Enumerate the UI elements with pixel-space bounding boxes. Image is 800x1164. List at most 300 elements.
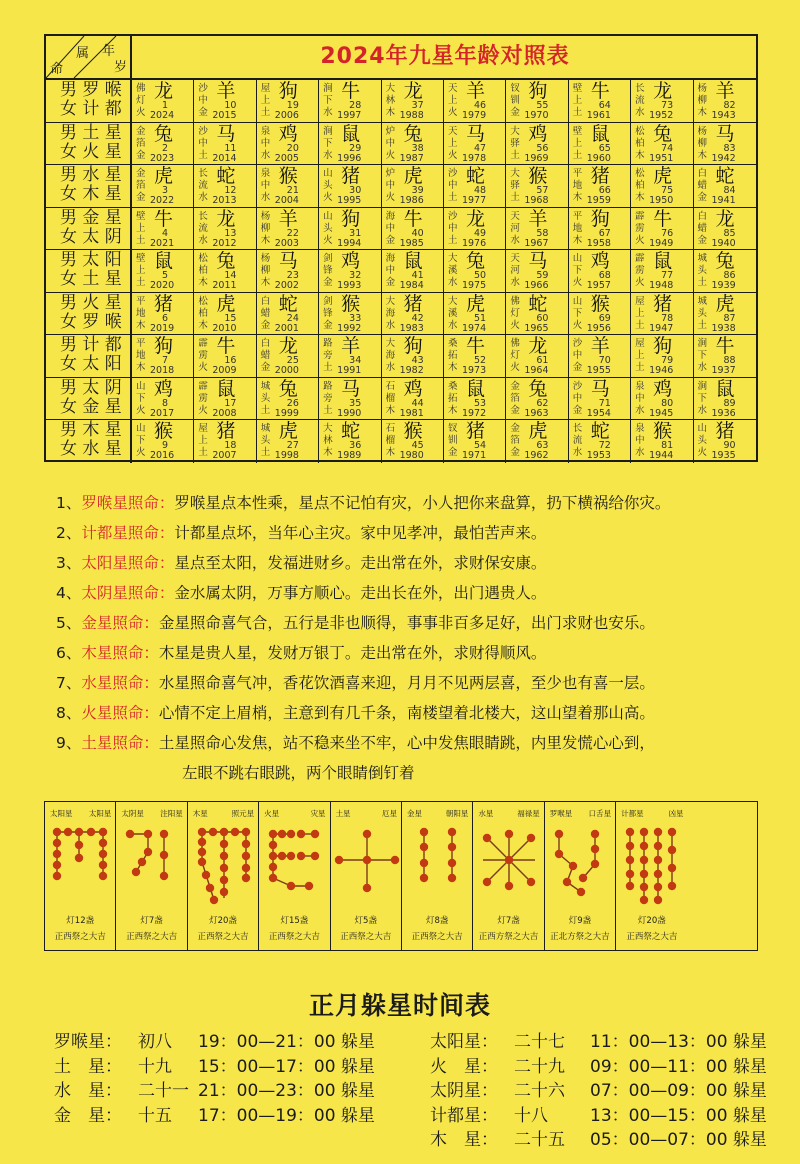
note-text: 土星照命心发焦，站不稳来坐不牢，心中发焦眼睛跳，内里发慌心心到， xyxy=(158,734,655,752)
table-cell xyxy=(506,80,568,122)
cell-year: 1969 xyxy=(524,152,549,164)
note-key: 计都星照命： xyxy=(81,524,175,542)
diagram-star-alias: 厄星 xyxy=(381,809,397,818)
cell-zodiac: 牛 xyxy=(403,207,423,230)
time-row xyxy=(430,1055,767,1080)
row-label-male: 男 罗 喉 xyxy=(60,80,122,100)
cell-zodiac: 猪 xyxy=(465,420,485,442)
lamp-dot xyxy=(527,834,535,842)
cell-year: 1951 xyxy=(649,152,674,164)
lamp-dot xyxy=(206,884,214,892)
row-label-female: 女 火 星 xyxy=(60,141,122,162)
cell-nayin: 壁上土 xyxy=(572,83,583,118)
cell-year: 1955 xyxy=(586,365,611,376)
cell-zodiac: 狗 xyxy=(403,335,423,357)
cell-nayin: 金箔金 xyxy=(136,125,146,161)
list-item xyxy=(56,488,776,518)
cell-zodiac: 兔 xyxy=(715,250,735,272)
cell-zodiac: 鼠 xyxy=(590,122,610,145)
table-cell xyxy=(257,293,319,335)
lamp-count: 灯9盏 xyxy=(568,916,592,926)
table-cell xyxy=(694,123,756,165)
cell-nayin: 天河水 xyxy=(510,253,520,288)
row-label xyxy=(46,420,132,463)
cell-zodiac: 鼠 xyxy=(653,250,673,272)
lamp-dot xyxy=(579,874,587,882)
note-number: 1、 xyxy=(56,494,82,512)
cell-year: 2012 xyxy=(212,237,237,249)
cell-age: 21 xyxy=(286,185,299,196)
cell-age: 70 xyxy=(598,355,611,366)
cell-age: 47 xyxy=(473,142,487,154)
cell-year: 1966 xyxy=(524,280,549,291)
cell-year: 1988 xyxy=(399,110,424,121)
cell-nayin: 泉中水 xyxy=(260,125,271,161)
time-day: 十八 xyxy=(514,1105,548,1126)
time-range: 15：00—17：00 躲星 xyxy=(198,1056,375,1077)
cell-age: 39 xyxy=(411,185,424,196)
time-row xyxy=(54,1055,375,1080)
row-label xyxy=(46,208,132,250)
lamp-dot xyxy=(640,883,648,891)
cell-year: 1992 xyxy=(337,322,362,334)
note-key: 水星照命： xyxy=(81,674,159,692)
cell-year: 2019 xyxy=(150,322,175,334)
time-star-name: 罗喉星： xyxy=(54,1032,122,1052)
lamp-dot xyxy=(626,828,634,836)
time-star-name: 水 星： xyxy=(54,1081,122,1101)
list-item xyxy=(56,518,776,548)
table-cell xyxy=(444,250,506,292)
cell-nayin: 佛灯火 xyxy=(136,83,146,118)
cell-zodiac: 猪 xyxy=(653,292,673,315)
table-cell xyxy=(694,250,756,292)
cell-zodiac: 兔 xyxy=(653,122,673,145)
table-cell xyxy=(569,123,631,165)
cell-year: 1980 xyxy=(399,450,424,461)
cell-zodiac: 羊 xyxy=(465,80,485,102)
corner-label-1: 命 xyxy=(50,62,64,77)
lamp-dot xyxy=(626,856,634,864)
cell-year: 1979 xyxy=(461,110,487,121)
cell-year: 1985 xyxy=(399,237,424,249)
cell-year: 1941 xyxy=(711,195,736,206)
lamp-dot xyxy=(654,883,662,891)
table-cell xyxy=(257,250,319,292)
lamp-dot xyxy=(278,852,286,860)
lamp-dot xyxy=(654,896,662,904)
cell-age: 58 xyxy=(536,227,549,239)
cell-year: 2010 xyxy=(212,322,237,334)
lamp-dot xyxy=(231,828,239,836)
note-text: 水星照命喜气冲，香花饮酒喜来迎，月月不见两层喜，至少也有喜一层。 xyxy=(158,674,655,692)
cell-year: 1939 xyxy=(711,280,736,291)
time-day: 二十七 xyxy=(514,1032,565,1052)
cell-zodiac: 羊 xyxy=(528,207,548,230)
lamp-dot xyxy=(640,896,648,904)
cell-zodiac: 猪 xyxy=(715,420,735,442)
lamp-dot xyxy=(505,882,513,890)
lamp-dot xyxy=(448,828,456,836)
lamp-dot xyxy=(420,828,428,836)
row-label-male: 男 太 阳 xyxy=(60,250,122,270)
cell-age: 5 xyxy=(162,270,169,281)
lamp-dot xyxy=(99,861,107,869)
star-lamp-diagrams xyxy=(44,801,758,951)
cell-nayin: 杨柳木 xyxy=(260,210,271,246)
time-star-name: 木 星： xyxy=(430,1130,498,1150)
cell-zodiac: 狗 xyxy=(590,207,610,230)
lamp-dot xyxy=(420,874,428,882)
list-item xyxy=(56,638,776,668)
lamp-pattern xyxy=(616,820,687,912)
cell-year: 1964 xyxy=(524,365,549,376)
cell-age: 31 xyxy=(349,227,362,239)
table-cell xyxy=(631,378,693,420)
cell-age: 80 xyxy=(661,397,674,409)
note-number: 8、 xyxy=(56,704,82,722)
cell-year: 2004 xyxy=(274,195,299,206)
cell-zodiac: 牛 xyxy=(154,207,174,230)
cell-year: 1995 xyxy=(337,195,362,206)
table-body xyxy=(46,80,756,463)
cell-year: 1942 xyxy=(711,152,736,164)
note-number: 5、 xyxy=(56,614,82,632)
cell-zodiac: 蛇 xyxy=(715,165,735,187)
corner-label-2: 属 xyxy=(76,46,90,61)
lamp-dot xyxy=(160,830,168,838)
cell-age: 52 xyxy=(473,355,487,366)
time-day: 二十一 xyxy=(138,1081,189,1101)
cell-year: 1976 xyxy=(461,237,487,249)
table-cell xyxy=(444,80,506,122)
cell-year: 2005 xyxy=(274,152,299,164)
cell-nayin: 大林木 xyxy=(323,423,333,458)
lamp-dot xyxy=(668,864,676,872)
cell-nayin: 山下火 xyxy=(572,253,583,288)
note-key: 罗喉星照命： xyxy=(81,494,175,512)
table-cell xyxy=(444,293,506,335)
table-cell xyxy=(132,208,194,250)
cell-year: 1948 xyxy=(649,280,674,291)
cell-nayin: 路旁土 xyxy=(323,380,333,416)
cell-age: 17 xyxy=(224,397,237,409)
cell-age: 55 xyxy=(536,100,549,111)
cell-zodiac: 兔 xyxy=(465,250,485,272)
cell-year: 1963 xyxy=(524,407,549,419)
cell-year: 2007 xyxy=(212,450,237,461)
cell-year: 1981 xyxy=(399,407,424,419)
cell-zodiac: 马 xyxy=(715,122,735,145)
cell-zodiac: 虎 xyxy=(403,165,423,187)
lamp-dot xyxy=(278,830,286,838)
cell-nayin: 涧下水 xyxy=(323,83,333,118)
table-cell xyxy=(319,165,381,207)
cell-nayin: 金箔金 xyxy=(136,168,146,203)
cell-year: 1957 xyxy=(586,280,611,291)
table-cell xyxy=(506,123,568,165)
cell-nayin: 金箔金 xyxy=(510,423,520,458)
cell-age: 84 xyxy=(723,185,736,196)
list-item xyxy=(56,578,776,608)
cell-zodiac: 牛 xyxy=(216,335,236,357)
lamp-dot xyxy=(654,828,662,836)
cell-nayin: 沙中土 xyxy=(447,210,458,246)
star-diagram-panel xyxy=(545,802,616,950)
offering-direction: 正西祭之大吉 xyxy=(126,932,178,942)
cell-age: 30 xyxy=(349,185,362,196)
cell-zodiac: 猪 xyxy=(403,292,423,315)
lamp-dot xyxy=(390,856,398,864)
cell-nayin: 涧下水 xyxy=(323,125,333,161)
cell-year: 2020 xyxy=(150,280,175,291)
cell-zodiac: 龙 xyxy=(528,335,548,357)
cell-age: 59 xyxy=(536,270,549,281)
diagram-star-name: 太阳星 xyxy=(50,809,73,818)
lamp-dot xyxy=(198,838,206,846)
cell-year: 1971 xyxy=(461,450,487,461)
table-row xyxy=(46,335,756,378)
cell-zodiac: 羊 xyxy=(278,207,298,230)
cell-nayin: 松柏木 xyxy=(635,125,645,161)
cell-year: 1944 xyxy=(649,450,674,461)
diagram-star-alias: 灾星 xyxy=(310,809,326,818)
diagram-star-alias: 照元星 xyxy=(231,809,255,818)
cell-zodiac: 猴 xyxy=(590,292,610,315)
offering-direction: 正西祭之大吉 xyxy=(411,932,463,942)
cell-age: 88 xyxy=(723,355,736,366)
table-cell xyxy=(694,378,756,420)
cell-age: 36 xyxy=(349,440,362,451)
cell-nayin: 泉中水 xyxy=(635,380,645,416)
cell-year: 2008 xyxy=(212,407,237,419)
note-text: 金水属太阴，万事方顺心。走出长在外，出门遇贵人。 xyxy=(174,584,547,602)
cell-zodiac: 蛇 xyxy=(590,420,610,442)
cell-year: 2009 xyxy=(212,365,237,376)
cell-year: 2017 xyxy=(150,407,175,419)
note-number: 4、 xyxy=(56,584,82,602)
cell-zodiac: 猴 xyxy=(528,165,548,187)
cell-age: 32 xyxy=(349,270,362,281)
cell-nayin: 大驿土 xyxy=(510,168,520,203)
lamp-dot xyxy=(220,888,228,896)
cell-nayin: 霹雳火 xyxy=(635,210,645,246)
cell-year: 2021 xyxy=(150,237,175,249)
cell-zodiac: 龙 xyxy=(715,207,735,230)
cell-zodiac: 羊 xyxy=(590,335,610,357)
lamp-dot xyxy=(640,870,648,878)
cell-age: 79 xyxy=(661,355,674,366)
cell-year: 1989 xyxy=(337,450,362,461)
lamp-dot xyxy=(311,830,319,838)
row-label-female: 女 太 阳 xyxy=(60,354,122,374)
lamp-dot xyxy=(126,830,134,838)
table-cell xyxy=(444,378,506,420)
cell-nayin: 金箔金 xyxy=(510,380,520,416)
cell-zodiac: 蛇 xyxy=(465,165,485,187)
cell-age: 2 xyxy=(162,142,169,154)
cell-age: 24 xyxy=(286,312,299,324)
cell-year: 2024 xyxy=(150,110,175,121)
table-cell xyxy=(444,165,506,207)
cell-zodiac: 虎 xyxy=(278,420,298,442)
time-table-title: 正月躲星时间表 xyxy=(308,991,491,1020)
table-cell xyxy=(194,335,256,377)
table-cell xyxy=(194,250,256,292)
cell-age: 90 xyxy=(723,440,736,451)
table-cell xyxy=(506,165,568,207)
table-cell xyxy=(382,165,444,207)
table-cell xyxy=(569,420,631,463)
star-diagram-panel xyxy=(188,802,259,950)
cell-year: 1997 xyxy=(337,110,362,121)
cell-nayin: 炉中火 xyxy=(385,168,396,203)
cell-nayin: 平地木 xyxy=(572,168,583,203)
time-table-left xyxy=(54,1030,375,1128)
cell-nayin: 沙中金 xyxy=(198,83,208,118)
cell-year: 1949 xyxy=(649,237,674,249)
lamp-pattern xyxy=(45,820,116,912)
row-label-female: 女 太 阴 xyxy=(60,226,122,247)
table-cell xyxy=(444,208,506,250)
cell-nayin: 大海水 xyxy=(385,338,396,373)
table-cell xyxy=(694,420,756,463)
cell-age: 37 xyxy=(411,100,424,111)
lamp-dot xyxy=(448,843,456,851)
row-label xyxy=(46,123,132,165)
table-cell xyxy=(132,335,194,377)
time-star-name: 火 星： xyxy=(430,1056,498,1077)
table-cell xyxy=(319,123,381,165)
cell-year: 2003 xyxy=(274,237,299,249)
cell-age: 6 xyxy=(162,312,169,324)
lamp-dot xyxy=(269,841,277,849)
cell-zodiac: 鼠 xyxy=(715,377,735,400)
cell-age: 64 xyxy=(598,100,611,111)
cell-year: 2000 xyxy=(274,365,299,376)
cell-year: 1993 xyxy=(337,280,362,291)
lamp-pattern xyxy=(545,820,616,912)
cell-year: 1991 xyxy=(337,365,362,376)
row-label-male: 男 太 阴 xyxy=(60,377,122,398)
time-day: 二十九 xyxy=(514,1056,565,1077)
cell-zodiac: 鸡 xyxy=(154,377,174,400)
age-table xyxy=(44,34,758,462)
cell-year: 2011 xyxy=(212,280,237,291)
cell-nayin: 桑拓木 xyxy=(447,338,458,373)
lamp-dot xyxy=(75,841,83,849)
cell-zodiac: 马 xyxy=(216,122,236,145)
time-row xyxy=(430,1104,767,1129)
cell-age: 28 xyxy=(349,100,362,111)
lamp-dot xyxy=(220,864,228,872)
cell-age: 60 xyxy=(536,312,549,324)
cell-nayin: 钗钏金 xyxy=(447,423,458,458)
cell-age: 62 xyxy=(536,397,549,409)
cell-age: 40 xyxy=(411,227,424,239)
cell-year: 1975 xyxy=(461,280,487,291)
cell-zodiac: 羊 xyxy=(216,80,236,102)
cell-year: 1987 xyxy=(399,152,424,164)
diagram-star-alias: 朝阳星 xyxy=(445,809,469,818)
cell-year: 1947 xyxy=(649,322,674,334)
table-title: 2024年九星年龄对照表 xyxy=(320,44,570,69)
cell-age: 20 xyxy=(286,142,299,154)
star-diagram-panel xyxy=(259,802,330,950)
cell-year: 1990 xyxy=(337,407,362,419)
cell-year: 2016 xyxy=(150,450,175,461)
cell-year: 1982 xyxy=(399,365,424,376)
cell-year: 1986 xyxy=(399,195,424,206)
cell-age: 41 xyxy=(411,270,424,281)
cell-age: 4 xyxy=(162,227,169,239)
note-text: 罗喉星点本性乘，星点不记怕有灾，小人把你来盘算，扔下横祸给你灾。 xyxy=(174,494,671,512)
table-cell xyxy=(132,250,194,292)
time-range: 21：00—23：00 躲星 xyxy=(198,1081,375,1101)
star-diagram-panel xyxy=(45,802,116,950)
cell-zodiac: 龙 xyxy=(154,80,174,102)
table-cell xyxy=(194,123,256,165)
cell-age: 73 xyxy=(661,100,674,111)
row-label xyxy=(46,378,132,420)
cell-nayin: 长流水 xyxy=(572,423,583,458)
lamp-dot xyxy=(297,852,305,860)
cell-age: 69 xyxy=(598,312,611,324)
table-cell xyxy=(382,335,444,377)
lamp-dot xyxy=(198,848,206,856)
lamp-dot xyxy=(483,878,491,886)
cell-nayin: 山下火 xyxy=(572,295,583,331)
lamp-pattern xyxy=(473,820,544,912)
time-star-name: 土 星： xyxy=(54,1056,122,1077)
table-row xyxy=(46,293,756,336)
cell-zodiac: 虎 xyxy=(715,292,735,315)
lamp-dot xyxy=(210,896,218,904)
cell-age: 9 xyxy=(162,440,169,451)
table-cell xyxy=(631,335,693,377)
cell-zodiac: 猪 xyxy=(590,165,610,187)
lamp-dot xyxy=(654,870,662,878)
cell-zodiac: 虎 xyxy=(528,420,548,442)
row-label xyxy=(46,250,132,292)
lamp-dot xyxy=(640,856,648,864)
cell-age: 42 xyxy=(411,312,424,324)
cell-age: 76 xyxy=(661,227,674,239)
table-cell xyxy=(631,80,693,122)
lamp-dot xyxy=(448,859,456,867)
cell-age: 46 xyxy=(473,100,487,111)
star-diagram-panel xyxy=(331,802,402,950)
cell-zodiac: 狗 xyxy=(154,335,174,357)
lamp-pattern xyxy=(402,820,473,912)
cell-nayin: 城头土 xyxy=(260,380,271,416)
time-table-right xyxy=(430,1030,767,1153)
cell-zodiac: 狗 xyxy=(278,80,298,102)
cell-zodiac: 牛 xyxy=(653,207,673,230)
lamp-dot xyxy=(99,872,107,880)
table-row xyxy=(46,250,756,293)
note-number: 6、 xyxy=(56,644,82,662)
row-label-female: 女 金 星 xyxy=(60,396,122,417)
table-cell xyxy=(257,80,319,122)
diagram-star-name: 金星 xyxy=(406,809,422,818)
cell-age: 25 xyxy=(286,355,299,366)
table-cell xyxy=(631,165,693,207)
row-label-female: 女 木 星 xyxy=(60,184,122,204)
lamp-dot xyxy=(505,856,513,864)
lamp-dot xyxy=(311,852,319,860)
cell-year: 1994 xyxy=(337,237,362,249)
